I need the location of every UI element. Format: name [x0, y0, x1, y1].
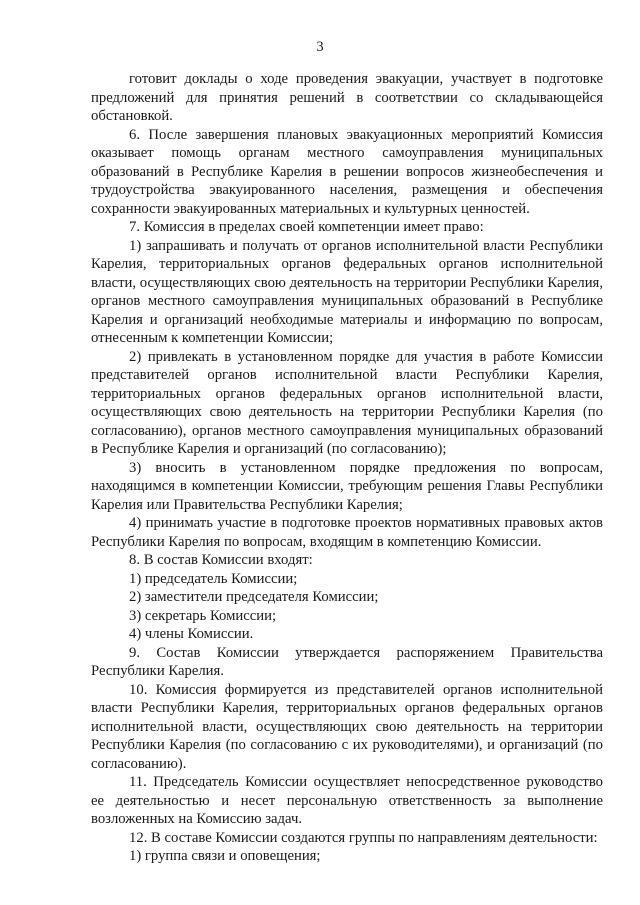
paragraph-item-7-3: 3) вносить в установленном порядке предложения по вопросам, находящимся в компетенции Комиссии, требующим решения Главы Республики Карелия или Правительства Республики Карелия; [91, 459, 603, 513]
paragraph-item-6: 6. После завершения плановых эвакуационных мероприятий Комиссия оказывает помощь органам местного самоуправления муниципальных образований в Республике Карелия в решении вопросов жизнеобеспечения и трудоустройства эвакуированного населения, размещения и обеспечения сохранности эвакуированных материальных и культурных ценностей. [91, 126, 603, 217]
paragraph-item-7-1: 1) запрашивать и получать от органов исполнительной власти Республики Карелия, территориальных органов федеральных органов исполнительной власти, осуществляющих свою деятельность на территории Республики Карелия, органов местного самоуправления муниципальных образований в Республике Карелия и организаций необходимые материалы и информацию по вопросам, отнесенным к компетенции Комиссии; [91, 237, 603, 346]
paragraph-item-7-4: 4) принимать участие в подготовке проектов нормативных правовых актов Республики Карелия по вопросам, входящим в компетенцию Комиссии. [91, 515, 603, 550]
paragraph-evacuation-reports: готовит доклады о ходе проведения эвакуации, участвует в подготовке предложений для принятия решений в соответствии со складывающейся обстановкой. [91, 71, 603, 124]
list-item-secretary: 3) секретарь Комиссии; [129, 607, 277, 624]
paragraph-item-8: 8. В состав Комиссии входят: [129, 552, 313, 568]
list-item-members: 4) члены Комиссии. [129, 626, 254, 642]
document-body [91, 70, 603, 866]
list-item-communications-group: 1) группа связи и оповещения; [129, 848, 321, 864]
paragraph-item-7-2: 2) привлекать в установленном порядке для участия в работе Комиссии представителей органов исполнительной власти Республики Карелия, территориальных органов федеральных органов исполнительной власти, осуществляющих свою деятельность на территории Республики Карелия (по согласованию), органов местного самоуправления муниципальных образований в Республике Карелия и организаций (по согласованию); [91, 348, 603, 457]
paragraph-item-7: 7. Комиссия в пределах своей компетенции имеет право: [129, 219, 484, 235]
paragraph-item-10: 10. Комиссия формируется из представителей органов исполнительной власти Республики Карелия, территориальных органов федеральных органов исполнительной власти, осуществляющих свою деятельность на территории Республики Карелия (по согласованию с их руководителями), и организаций (по согласованию). [91, 681, 603, 772]
list-item-deputies: 2) заместители председателя Комиссии; [129, 589, 379, 605]
paragraph-item-12: 12. В составе Комиссии создаются группы по направлениям деятельности: [129, 829, 598, 846]
list-item-chairman: 1) председатель Комиссии; [129, 570, 298, 587]
paragraph-item-11: 11. Председатель Комиссии осуществляет непосредственное руководство ее деятельностью и несет персональную ответственность за выполнение возложенных на Комиссию задач. [91, 774, 603, 827]
page-number: 3 [316, 39, 324, 55]
paragraph-item-9: 9. Состав Комиссии утверждается распоряжением Правительства Республики Карелия. [91, 644, 603, 679]
